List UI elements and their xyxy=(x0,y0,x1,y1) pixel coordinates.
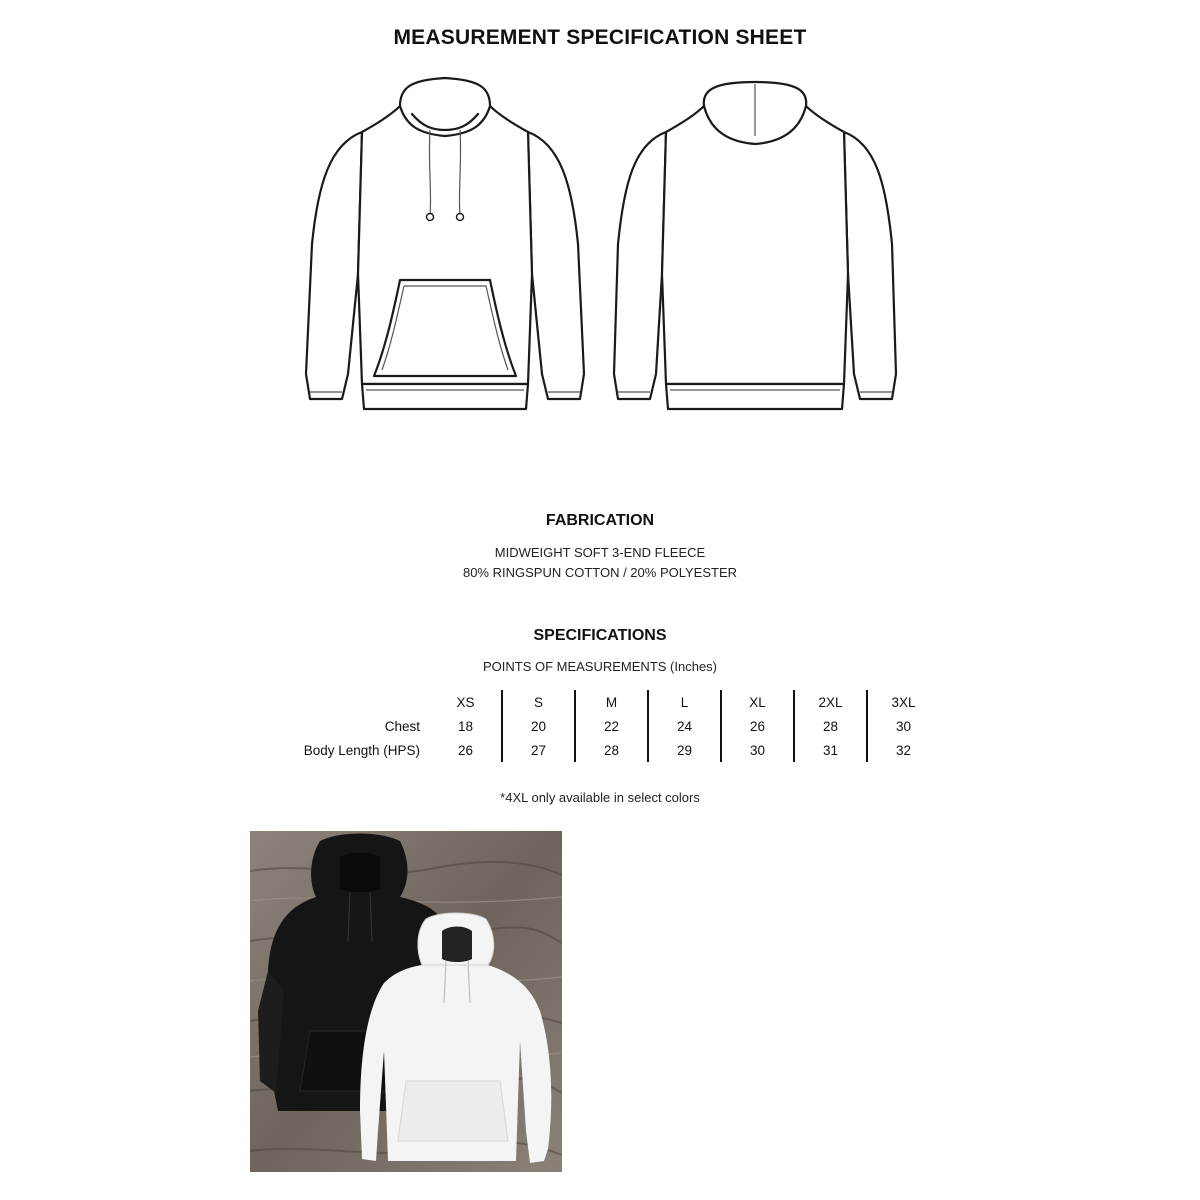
sheet-title: MEASUREMENT SPECIFICATION SHEET xyxy=(393,26,807,49)
row-label: Body Length (HPS) xyxy=(303,742,420,758)
table-row-chest xyxy=(280,714,939,738)
fabrication-line-2: 80% RINGSPUN COTTON / 20% POLYESTER xyxy=(462,565,738,580)
size-m: M xyxy=(575,690,648,714)
size-l: L xyxy=(648,690,721,714)
fabrication-heading: FABRICATION xyxy=(545,512,655,529)
cell: 30 xyxy=(721,738,794,762)
cell: 22 xyxy=(575,714,648,738)
measurement-table xyxy=(280,690,939,762)
size-header-row xyxy=(280,690,939,714)
header-blank xyxy=(280,690,430,714)
availability-footnote: *4XL only available in select colors xyxy=(500,790,700,805)
cell: 29 xyxy=(648,738,721,762)
cell: 28 xyxy=(575,738,648,762)
size-s: S xyxy=(502,690,575,714)
cell: 20 xyxy=(502,714,575,738)
fabrication-line-1: MIDWEIGHT SOFT 3-END FLEECE xyxy=(494,545,706,560)
cell: 30 xyxy=(867,714,939,738)
size-2xl: 2XL xyxy=(794,690,867,714)
cell: 24 xyxy=(648,714,721,738)
row-label: Chest xyxy=(384,718,420,734)
hoodie-front-sketch xyxy=(300,74,590,414)
size-3xl: 3XL xyxy=(867,690,939,714)
specifications-heading: SPECIFICATIONS xyxy=(533,627,667,644)
cell: 28 xyxy=(794,714,867,738)
size-xl: XL xyxy=(721,690,794,714)
size-xs: XS xyxy=(456,694,475,710)
cell: 32 xyxy=(867,738,939,762)
cell: 18 xyxy=(457,718,474,734)
specifications-subheading: POINTS OF MEASUREMENTS (Inches) xyxy=(482,659,718,674)
cell: 31 xyxy=(794,738,867,762)
cell: 26 xyxy=(721,714,794,738)
table-row-body-length xyxy=(280,738,939,762)
hoodie-back-sketch xyxy=(610,74,900,414)
cell: 26 xyxy=(457,742,474,758)
product-photo xyxy=(250,831,562,1172)
cell: 27 xyxy=(502,738,575,762)
